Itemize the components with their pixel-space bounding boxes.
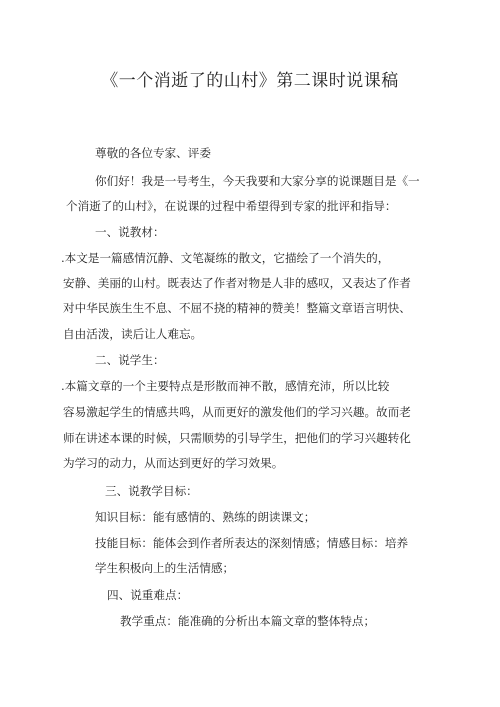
paragraph-line: 自由活泼，读后让人难忘。 (63, 327, 203, 341)
salutation: 尊敬的各位专家、评委 (95, 146, 211, 160)
intro-line-2: 个消逝了的山村》，在说课的过程中希望得到专家的批评和指导： (66, 199, 397, 213)
paragraph-line: 安静、美丽的山村。既表达了作者对物是人非的感叹，又表达了作者 (63, 276, 411, 290)
document-title: 《一个消逝了的山村》第二课时说课稿 (101, 71, 399, 91)
paragraph-line: 教学重点：能准确的分析出本篇文章的整体特点； (120, 614, 376, 628)
paragraph-line: 容易激起学生的情感共鸣，从而更好的激发他们的学习兴趣。故而老 (63, 405, 411, 419)
paragraph-line: 学生积极向上的生活情感； (95, 561, 235, 575)
paragraph-line: 为学习的动力，从而达到更好的学习效果。 (63, 456, 284, 470)
section-heading-key-points: 四、说重难点： (107, 588, 189, 602)
paragraph-line: 技能目标：能体会到作者所表达的深刻情感；情感目标：培养 (95, 536, 409, 550)
section-heading-objectives: 三、说教学目标： (105, 484, 198, 498)
paragraph-line: 师在讲述本课的时候，只需顺势的引导学生，把他们的学习兴趣转化 (63, 431, 411, 445)
intro-line-1: 你们好！我是一号考生，今天我要和大家分享的说课题目是《一 (95, 174, 420, 188)
paragraph-line: 对中华民族生生不息、不屈不挠的精神的赞美！整篇文章语言明快、 (63, 301, 411, 315)
paragraph-line: .本文是一篇感情沉静、文笔凝练的散文，它描绘了一个消失的， (61, 251, 390, 265)
paragraph-line: .本篇文章的一个主要特点是形散而神不散，感情充沛，所以比较 (61, 379, 390, 393)
section-heading-materials: 一、说教材： (95, 225, 165, 239)
section-heading-students: 二、说学生： (95, 353, 165, 367)
paragraph-line: 知识目标：能有感情的、熟练的朗读课文； (95, 510, 316, 524)
